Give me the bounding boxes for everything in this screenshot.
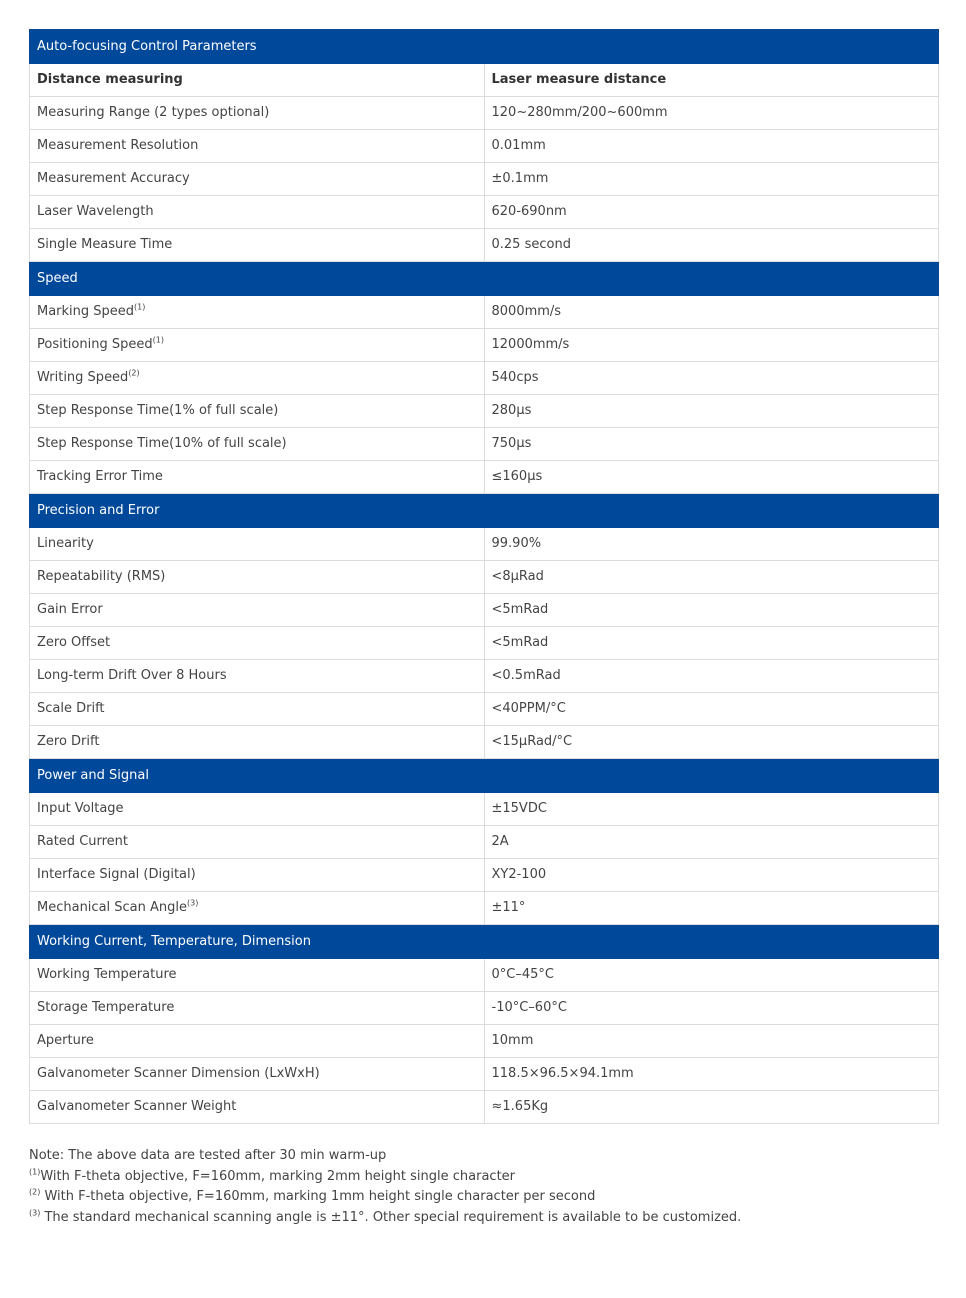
- parameter-label: Step Response Time(10% of full scale): [37, 436, 287, 451]
- parameter-label: Positioning Speed: [37, 337, 153, 352]
- parameter-label: Measuring Range (2 types optional): [37, 105, 270, 120]
- section-header-row: [30, 30, 939, 64]
- parameter-label: Tracking Error Time: [37, 469, 163, 484]
- value-cell: <15μRad/°C: [484, 726, 939, 759]
- footnote-marker: (2): [128, 368, 140, 378]
- value-cell: -10°C–60°C: [484, 992, 939, 1025]
- table-row: [30, 959, 939, 992]
- section-header-row: [30, 494, 939, 528]
- parameter-cell: [30, 859, 485, 892]
- parameter-cell: [30, 561, 485, 594]
- spec-table: [29, 29, 939, 1124]
- column-header-value: Laser measure distance: [484, 64, 939, 97]
- table-row: [30, 528, 939, 561]
- footnote-marker: (3): [187, 898, 199, 908]
- table-row: [30, 992, 939, 1025]
- footnote-marker: (1): [152, 335, 164, 345]
- table-row: [30, 1058, 939, 1091]
- parameter-label: Zero Offset: [37, 635, 111, 650]
- parameter-cell: [30, 1058, 485, 1091]
- parameter-cell: [30, 296, 485, 329]
- value-cell: 620-690nm: [484, 196, 939, 229]
- table-row: [30, 461, 939, 494]
- table-row: [30, 296, 939, 329]
- footnote-number: (1): [29, 1167, 41, 1177]
- parameter-label: Long-term Drift Over 8 Hours: [37, 668, 227, 683]
- table-row: [30, 660, 939, 693]
- parameter-cell: [30, 130, 485, 163]
- parameter-label: Galvanometer Scanner Dimension (LxWxH): [37, 1066, 320, 1081]
- footnote-line: [29, 1208, 939, 1229]
- parameter-cell: [30, 461, 485, 494]
- table-row: [30, 594, 939, 627]
- parameter-cell: [30, 726, 485, 759]
- table-row: [30, 196, 939, 229]
- section-title: Working Current, Temperature, Dimension: [30, 925, 939, 959]
- column-header-parameter: Distance measuring: [30, 64, 485, 97]
- table-row: [30, 793, 939, 826]
- table-row: [30, 362, 939, 395]
- value-cell: 750μs: [484, 428, 939, 461]
- parameter-cell: [30, 627, 485, 660]
- section-title: Auto-focusing Control Parameters: [30, 30, 939, 64]
- table-row: [30, 726, 939, 759]
- footnote-line: [29, 1187, 939, 1208]
- spec-container: [29, 29, 939, 1228]
- parameter-label: Interface Signal (Digital): [37, 867, 196, 882]
- parameter-cell: [30, 329, 485, 362]
- footnote-number: (2): [29, 1187, 41, 1197]
- parameter-label: Mechanical Scan Angle: [37, 900, 188, 915]
- value-cell: ±0.1mm: [484, 163, 939, 196]
- value-cell: 118.5×96.5×94.1mm: [484, 1058, 939, 1091]
- parameter-cell: [30, 97, 485, 130]
- spec-table-body: [30, 30, 939, 1124]
- parameter-cell: [30, 1025, 485, 1058]
- table-row: [30, 892, 939, 925]
- parameter-label: Gain Error: [37, 602, 103, 617]
- parameter-cell: [30, 892, 485, 925]
- parameter-label: Rated Current: [37, 834, 129, 849]
- table-row: [30, 693, 939, 726]
- parameter-cell: [30, 362, 485, 395]
- section-header-row: [30, 759, 939, 793]
- parameter-label: Measurement Resolution: [37, 138, 199, 153]
- value-cell: ±15VDC: [484, 793, 939, 826]
- parameter-cell: [30, 793, 485, 826]
- table-row: [30, 1025, 939, 1058]
- value-cell: 280μs: [484, 395, 939, 428]
- parameter-cell: [30, 826, 485, 859]
- section-title: Precision and Error: [30, 494, 939, 528]
- table-row: [30, 163, 939, 196]
- parameter-cell: [30, 959, 485, 992]
- value-cell: ≤160μs: [484, 461, 939, 494]
- value-cell: <0.5mRad: [484, 660, 939, 693]
- parameter-cell: [30, 660, 485, 693]
- section-title: Speed: [30, 262, 939, 296]
- value-cell: 120~280mm/200~600mm: [484, 97, 939, 130]
- parameter-cell: [30, 395, 485, 428]
- value-cell: ±11°: [484, 892, 939, 925]
- parameter-label: Zero Drift: [37, 734, 100, 749]
- value-cell: 8000mm/s: [484, 296, 939, 329]
- parameter-cell: [30, 163, 485, 196]
- value-cell: XY2-100: [484, 859, 939, 892]
- parameter-label: Writing Speed: [37, 370, 129, 385]
- value-cell: 0.25 second: [484, 229, 939, 262]
- parameter-label: Measurement Accuracy: [37, 171, 190, 186]
- value-cell: 0.01mm: [484, 130, 939, 163]
- table-row: [30, 627, 939, 660]
- table-row: [30, 1091, 939, 1124]
- footnote-text: With F-theta objective, F=160mm, marking 2mm height single character: [40, 1168, 516, 1184]
- table-row: [30, 395, 939, 428]
- table-row: [30, 859, 939, 892]
- value-cell: 12000mm/s: [484, 329, 939, 362]
- value-cell: ≈1.65Kg: [484, 1091, 939, 1124]
- section-header-row: [30, 925, 939, 959]
- table-row: [30, 428, 939, 461]
- footnote-text: With F-theta objective, F=160mm, marking 1mm height single character per second: [40, 1189, 596, 1204]
- parameter-label: Working Temperature: [37, 967, 177, 982]
- value-cell: <40PPM/°C: [484, 693, 939, 726]
- parameter-cell: [30, 992, 485, 1025]
- table-row: [30, 329, 939, 362]
- parameter-cell: [30, 1091, 485, 1124]
- parameter-label: Marking Speed: [37, 304, 135, 319]
- value-cell: 10mm: [484, 1025, 939, 1058]
- table-row: [30, 561, 939, 594]
- footnotes: [29, 1146, 939, 1228]
- table-row: [30, 130, 939, 163]
- parameter-label: Galvanometer Scanner Weight: [37, 1099, 237, 1114]
- table-row: [30, 826, 939, 859]
- footnote-number: (3): [29, 1208, 41, 1218]
- parameter-label: Laser Wavelength: [37, 204, 154, 219]
- value-cell: 0°C–45°C: [484, 959, 939, 992]
- parameter-cell: [30, 196, 485, 229]
- parameter-label: Storage Temperature: [37, 1000, 175, 1015]
- parameter-label: Repeatability (RMS): [37, 569, 166, 584]
- footnote-line: [29, 1146, 939, 1167]
- value-cell: 2A: [484, 826, 939, 859]
- section-title: Power and Signal: [30, 759, 939, 793]
- parameter-label: Single Measure Time: [37, 237, 173, 252]
- column-header-row: [30, 64, 939, 97]
- parameter-label: Input Voltage: [37, 801, 124, 816]
- value-cell: <5mRad: [484, 594, 939, 627]
- footnote-marker: (1): [134, 302, 146, 312]
- table-row: [30, 229, 939, 262]
- footnote-text: The standard mechanical scanning angle is ±11°. Other special requirement is available to be customized.: [40, 1209, 742, 1225]
- footnote-line: [29, 1167, 939, 1188]
- parameter-label: Linearity: [37, 536, 94, 551]
- parameter-cell: [30, 428, 485, 461]
- footnote-text: Note: The above data are tested after 30 min warm-up: [29, 1148, 387, 1163]
- parameter-cell: [30, 528, 485, 561]
- parameter-label: Step Response Time(1% of full scale): [37, 403, 279, 418]
- value-cell: <5mRad: [484, 627, 939, 660]
- parameter-label: Scale Drift: [37, 701, 105, 716]
- section-header-row: [30, 262, 939, 296]
- parameter-cell: [30, 693, 485, 726]
- value-cell: <8μRad: [484, 561, 939, 594]
- parameter-cell: [30, 594, 485, 627]
- table-row: [30, 97, 939, 130]
- parameter-cell: [30, 229, 485, 262]
- value-cell: 99.90%: [484, 528, 939, 561]
- value-cell: 540cps: [484, 362, 939, 395]
- parameter-label: Aperture: [37, 1033, 94, 1048]
